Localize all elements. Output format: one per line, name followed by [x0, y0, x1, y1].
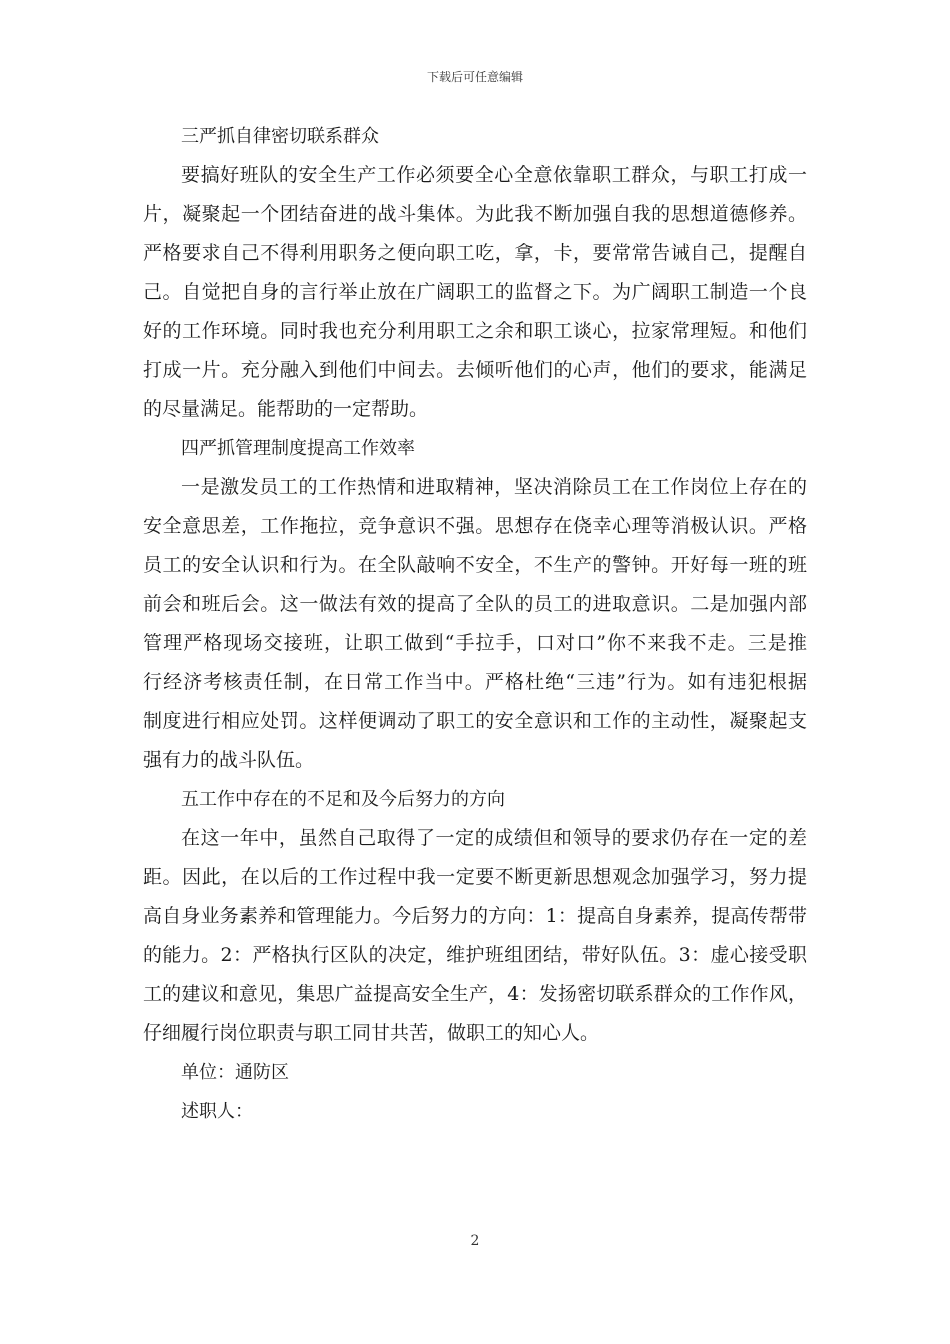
- paragraph-line: 好的工作环境。同时我也充分利用职工之余和职工谈心，拉家常理短。和他们: [143, 320, 807, 342]
- paragraph-line: 片，凝聚起一个团结奋进的战斗集体。为此我不断加强自我的思想道德修养。: [143, 203, 807, 225]
- paragraph-line: 一是激发员工的工作热情和进取精神，坚决消除员工在工作岗位上存在的: [181, 476, 807, 498]
- paragraph-line: 打成一片。充分融入到他们中间去。去倾听他们的心声，他们的要求，能满足: [143, 359, 807, 381]
- document-body: [143, 117, 807, 1131]
- paragraph-line: 行经济考核责任制，在日常工作当中。严格杜绝“三违”行为。如有违犯根据: [143, 671, 807, 693]
- paragraph-line: 严格要求自己不得利用职务之便向职工吃，拿，卡，要常常告诫自己，提醒自: [143, 242, 807, 264]
- paragraph-line: 强有力的战斗队伍。: [143, 749, 315, 771]
- paragraph-line: 安全意思差，工作拖拉，竞争意识不强。思想存在侥幸心理等消极认识。严格: [143, 515, 807, 537]
- signature-reporter: 述职人：: [181, 1101, 253, 1122]
- paragraph-line: 己。自觉把自身的言行举止放在广阔职工的监督之下。为广阔职工制造一个良: [143, 281, 807, 303]
- paragraph-line: 工的建议和意见，集思广益提高安全生产，4：发扬密切联系群众的工作作风，: [143, 983, 807, 1005]
- section-heading: 四严抓管理制度提高工作效率: [181, 438, 415, 459]
- paragraph-line: 的能力。2：严格执行区队的决定，维护班组团结，带好队伍。3：虚心接受职: [143, 944, 807, 966]
- paragraph-line: 要搞好班队的安全生产工作必须要全心全意依靠职工群众，与职工打成一: [181, 164, 807, 186]
- paragraph-line: 员工的安全认识和行为。在全队敲响不安全，不生产的警钟。开好每一班的班: [143, 554, 807, 576]
- signature-unit: 单位：通防区: [181, 1062, 289, 1083]
- paragraph-line: 前会和班后会。这一做法有效的提高了全队的员工的进取意识。二是加强内部: [143, 593, 807, 615]
- paragraph-line: 距。因此，在以后的工作过程中我一定要不断更新思想观念加强学习，努力提: [143, 866, 807, 888]
- paragraph-line: 制度进行相应处罚。这样便调动了职工的安全意识和工作的主动性，凝聚起支: [143, 710, 807, 732]
- paragraph-line: 管理严格现场交接班，让职工做到“手拉手，口对口”你不来我不走。三是推: [143, 632, 807, 654]
- paragraph-line: 在这一年中，虽然自己取得了一定的成绩但和领导的要求仍存在一定的差: [181, 827, 807, 849]
- section-paragraph: [143, 468, 807, 780]
- section-paragraph: [143, 819, 807, 1053]
- paragraph-line: 仔细履行岗位职责与职工同甘共苦，做职工的知心人。: [143, 1022, 600, 1044]
- page-header-note: 下载后可任意编辑: [426, 70, 523, 84]
- section-heading: 三严抓自律密切联系群众: [181, 126, 379, 147]
- page-number: 2: [470, 1233, 480, 1249]
- paragraph-line: 的尽量满足。能帮助的一定帮助。: [143, 398, 429, 420]
- paragraph-line: 高自身业务素养和管理能力。今后努力的方向：1：提高自身素养，提高传帮带: [143, 905, 807, 927]
- section-paragraph: [143, 156, 807, 429]
- section-heading: 五工作中存在的不足和及今后努力的方向: [181, 789, 505, 810]
